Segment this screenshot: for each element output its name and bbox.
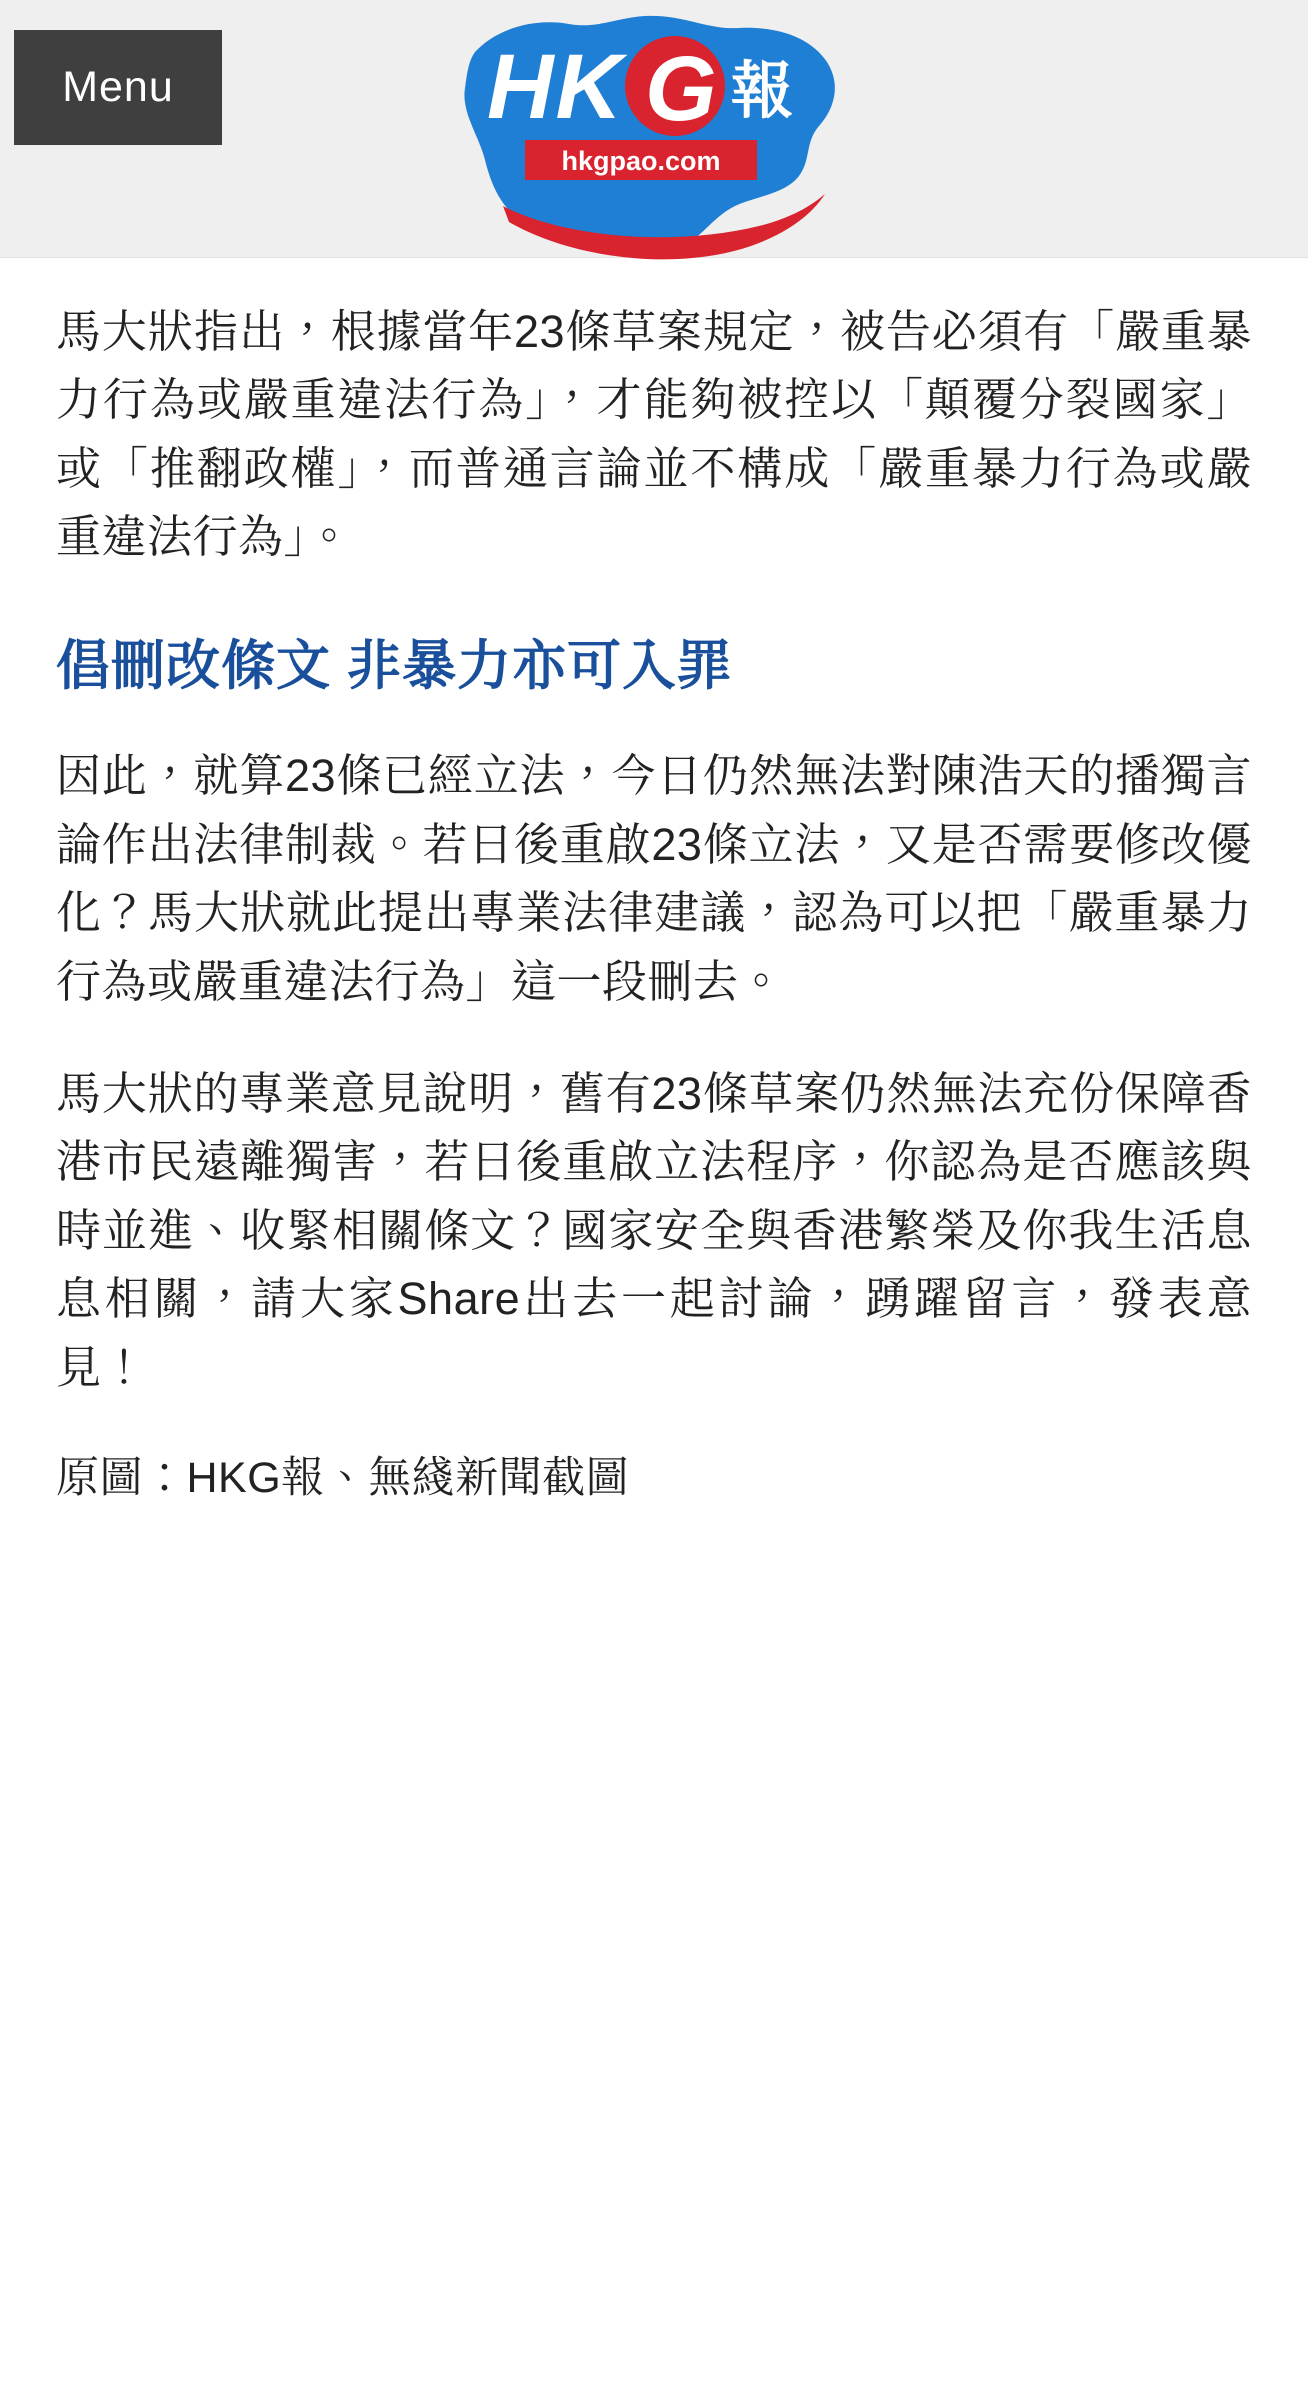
article-paragraph: 因此，就算23條已經立法，今日仍然無法對陳浩天的播獨言論作出法律制裁。若日後重啟23條立法，又是否需要修改優化？馬大狀就此提出專業法律建議，認為可以把「嚴重暴力行為或嚴重違法行為」這一段刪去。 <box>56 750 1252 1007</box>
svg-text:hkgpao.com: hkgpao.com <box>561 146 721 176</box>
article-paragraph: 馬大狀指出，根據當年23條草案規定，被告必須有「嚴重暴力行為或嚴重違法行為」，才能夠被控以「顛覆分裂國家」或「推翻政權」，而普通言論並不構成「嚴重暴力行為或嚴重違法行為」。 <box>56 306 1252 563</box>
article-image-credit: 原圖：HKG報、無綫新聞截圖 <box>56 1453 630 1502</box>
hkgpao-logo-icon <box>439 0 869 280</box>
article-subheading: 倡刪改條文 非暴力亦可入罪 <box>56 635 733 696</box>
svg-text:報: 報 <box>731 57 794 126</box>
svg-text:HK: HK <box>487 36 624 138</box>
site-header <box>0 0 1308 258</box>
article-paragraph: 馬大狀的專業意見說明，舊有23條草案仍然無法充份保障香港市民遠離獨害，若日後重啟立法程序，你認為是否應該與時並進、收緊相關條文？國家安全與香港繁榮及你我生活息息相關，請大家Share出去一起討論，踴躍留言，發表意見！ <box>56 1068 1252 1393</box>
svg-text:G: G <box>645 38 717 140</box>
menu-button[interactable]: Menu <box>14 30 222 145</box>
article-body <box>0 258 1308 1570</box>
site-logo[interactable] <box>439 0 869 280</box>
